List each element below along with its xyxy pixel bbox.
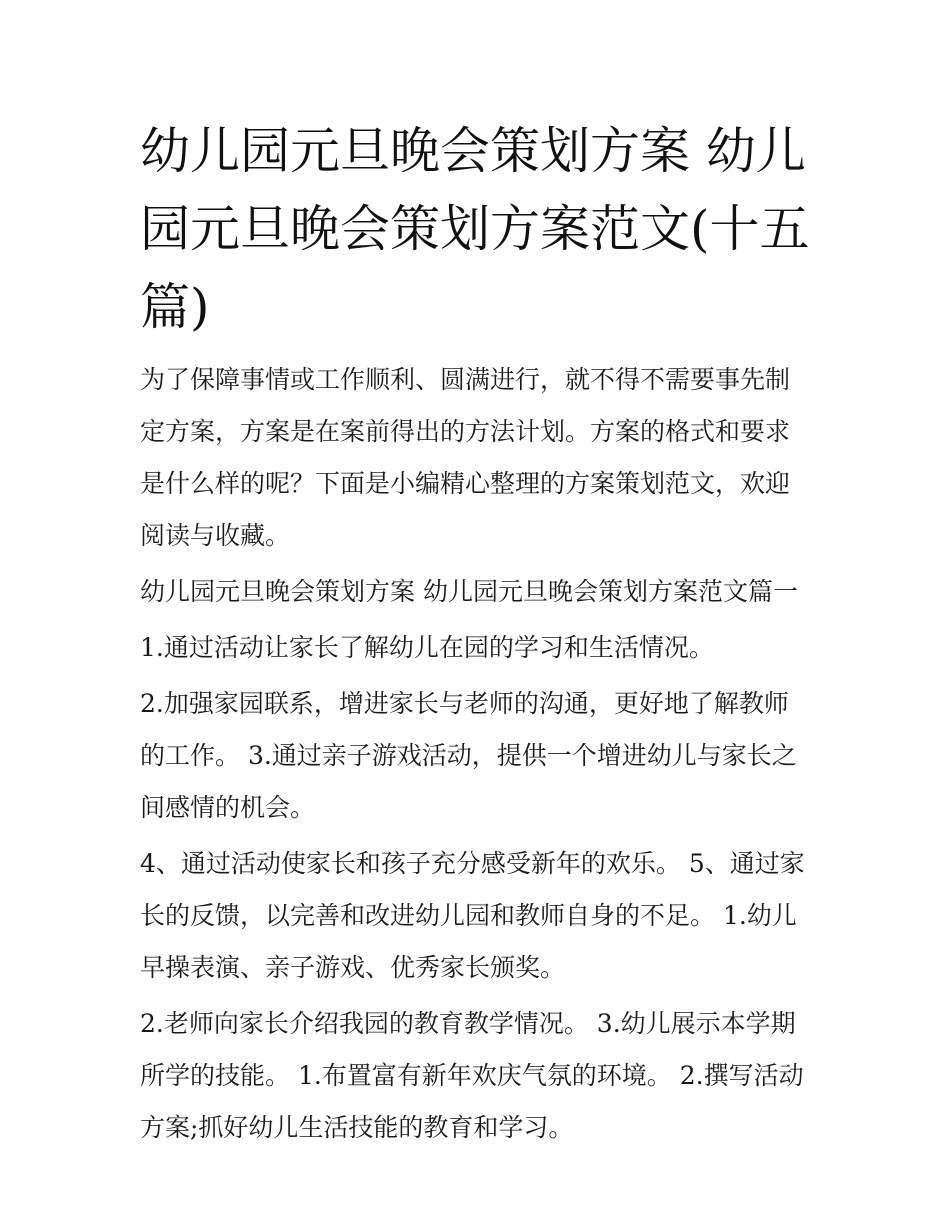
section-heading: 幼儿园元旦晚会策划方案 幼儿园元旦晚会策划方案范文篇一	[140, 577, 798, 606]
document-title: 幼儿园元旦晚会策划方案 幼儿园元旦晚会策划方案范文(十五篇)	[140, 122, 810, 336]
body-paragraph: 2.加强家园联系，增进家长与老师的沟通，更好地了解教师的工作。 3.通过亲子游戏活动，提供一个增进幼儿与家长之间感情的机会。	[140, 689, 797, 822]
body-paragraph: 4、通过活动使家长和孩子充分感受新年的欢乐。 5、通过家长的反馈，以完善和改进幼儿园和教师自身的不足。 1.幼儿早操表演、亲子游戏、优秀家长颁奖。	[140, 849, 805, 982]
body-paragraph: 1.通过活动让家长了解幼儿在园的学习和生活情况。	[140, 633, 714, 662]
body-paragraph: 2.老师向家长介绍我园的教育教学情况。 3.幼儿展示本学期所学的技能。 1.布置富有新年欢庆气氛的环境。 2.撰写活动方案;抓好幼儿生活技能的教育和学习。	[140, 1009, 804, 1142]
intro-paragraph: 为了保障事情或工作顺利、圆满进行，就不得不需要事先制定方案，方案是在案前得出的方法计划。方案的格式和要求是什么样的呢？下面是小编精心整理的方案策划范文，欢迎阅读与收藏。	[140, 365, 791, 550]
document-body	[140, 354, 812, 1158]
